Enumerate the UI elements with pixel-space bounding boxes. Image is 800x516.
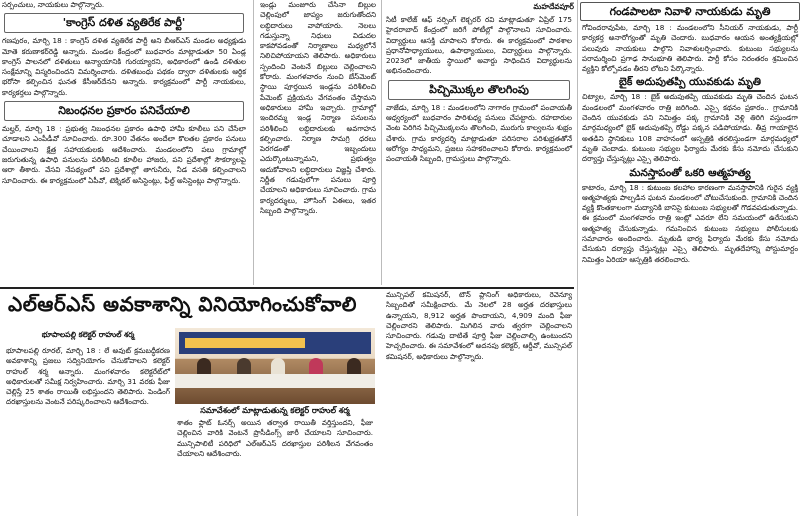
main-byline-text: భూపాలపల్లి కలెక్టర్ రాహుల్ శర్మ [41, 330, 135, 339]
col1-body-1: గణపురం, మార్చి 18 : కాంగ్రెస్ దళిత వ్యతిరేక పార్టీ అని బీఆర్ఎస్ మండల అధ్యక్షుడు మోతె కరుణాకర్‌రెడ్డి అన్నారు. మండల కేంద్రంలో బుధవారం మాట్లాడుతూ 50 ఏండ్ల కాంగ్రెస్ పాలనలో దళితులు అన్యాయానికి గురయ్యారని, అధికారంలో ఉండి దళితుల సంక్షేమాన్ని విస్మరించిందని విమర్శించారు. దళితబంధు పథకం ద్వారా దళితులకు ఆర్థిక భరోసా కల్పించిన ఘనత కేసీఆర్‌దేనని అన్నారు. కార్యక్రమంలో పార్టీ నాయకులు, కార్యకర్తలు పాల్గొన్నారు. [2, 36, 246, 97]
photo-table [175, 374, 375, 388]
column-4 [580, 0, 800, 516]
column-3 [384, 0, 574, 285]
column-divider [577, 0, 578, 516]
col3-body-2: వాజేడు, మార్చి 18 : మండలంలోని నాగారం గ్రామంలో పంచాయతీ ఆధ్వర్యంలో బుధవారం పారిశుధ్య పనులు చేపట్టారు. రహదారుల వెంట పెరిగిన పిచ్చిమొక్కలను తొలగించి, మురుగు కాల్వలను శుభ్రం చేశారు. గ్రామ కార్యదర్శి మాట్లాడుతూ పరిసరాల పరిశుభ్రతతోనే ఆరోగ్యం సాధ్యమని, ప్రజలు సహకరించాలని కోరారు. కార్యక్రమంలో పంచాయతీ సిబ్బంది, గ్రామస్తులు పాల్గొన్నారు. [386, 102, 572, 164]
col4-top-headline: గండపాలటా నివాళి నాయకుడు మృతి [580, 2, 800, 21]
column-2 [258, 0, 378, 285]
col4-headline-3-text: మనస్తాపంతో ఒకరి ఆత్మహత్య [625, 165, 754, 183]
column-divider [381, 0, 382, 285]
column-divider [253, 0, 254, 285]
col2-body: ఇండ్లు మంజూరు చేసినా బిల్లుల చెల్లింపులో జాప్యం జరుగుతోందని లబ్ధిదారులు వాపోయారు. నెలలు గడుస్తున్నా నిధులు విడుదల కాకపోవడంతో నిర్మాణాలు మధ్యలోనే నిలిచిపోయాయని తెలిపారు. అధికారులు స్పందించి వెంటనే బిల్లులు చెల్లించాలని కోరారు. మంగళవారం నుంచి బేస్‌మెంట్ స్థాయి పూర్తయిన ఇండ్లను పరిశీలించి పేమెంట్ ప్రక్రియను వేగవంతం చేస్తామని అధికారులు హామీ ఇచ్చారు. గ్రామాల్లో ఇందిరమ్మ ఇండ్ల నిర్మాణ పనులను పరిశీలించి లబ్ధిదారులకు అవగాహన కల్పించారు. నిర్మాణ సామగ్రి ధరలు పెరగడంతో ఇబ్బందులు ఎదుర్కొంటున్నామని, ప్రభుత్వం ఆదుకోవాలని లబ్ధిదారులు విజ్ఞప్తి చేశారు. నిర్ణీత గడువులోగా పనులు పూర్తి చేయాలని అధికారులు సూచించారు. గ్రామ కార్యదర్శులు, హౌసింగ్ ఏఈలు, ఇతర సిబ్బంది పాల్గొన్నారు. [260, 0, 376, 215]
col1-top-text: సర్పంచులు, నాయకులు పాల్గొన్నారు. [2, 0, 105, 9]
col3-body-1: సిటీ కాలేజ్ ఆఫ్ నర్సింగ్ లెక్చరర్ రవి మాట్లాడుతూ ఏప్రిల్ 175 హైదరాబాద్ కేంద్రంలో జరిగే పోటీల్లో పాల్గొనాలని సూచించారు. విద్యార్థులు ఆసక్తి చూపాలని కోరారు. ఈ కార్యక్రమంలో పాఠశాల ప్రధానోపాధ్యాయులు, ఉపాధ్యాయులు, విద్యార్థులు పాల్గొన్నారు. 2023లో జాతీయ స్థాయిలో అవార్డు సాధించిన విద్యార్థులను అభినందించారు. [386, 15, 572, 76]
column-1 [0, 0, 248, 285]
main-byline [4, 328, 172, 343]
main-body-3 [384, 290, 574, 362]
col1-body-2: మల్హర్, మార్చి 18 : ప్రభుత్వ నిబంధనల ప్రకారం ఉపాధి హామీ కూలీలు పని చేసేలా చూడాలని ఎంపీడీవో సూచించారు. రూ.300 వేతనం అందేలా కొలతల ప్రకారం పనులు చేయించాలని క్షేత్ర సహాయకులకు ఆదేశించారు. మండలంలోని పలు గ్రామాల్లో జరుగుతున్న ఉపాధి పనులను పరిశీలించి కూలీల హాజరు, పని ప్రదేశాల్లో సౌకర్యాలపై ఆరా తీశారు. వేసవి నేపథ్యంలో పని ప్రదేశాల్లో తాగునీరు, నీడ వసతి కల్పించాలని సూచించారు. ఈ కార్యక్రమంలో ఏపీవో, టెక్నికల్ అసిస్టెంట్లు, ఫీల్డ్ అసిస్టెంట్లు పాల్గొన్నారు. [2, 124, 246, 185]
meeting-photo [175, 328, 375, 404]
col4-headline-2-text: బైక్ అదుపుతప్పి యువకుడు మృతి [615, 74, 765, 92]
main-body-1 [4, 346, 172, 408]
col3-headline: పిచ్చిమొక్కల తొలగింపు [388, 80, 570, 100]
col4-body-2: చిట్యాల, మార్చి 18 : బైక్ అదుపుతప్పి యువకుడు మృతి చెందిన ఘటన మండలంలో మంగళవారం రాత్రి జరిగింది. ఎస్సై కథనం ప్రకారం.. గ్రామానికి చెందిన యువకుడు పని నిమిత్తం పక్క గ్రామానికి వెళ్లి తిరిగి వస్తుండగా మార్గమధ్యంలో బైక్ అదుపుతప్పి రోడ్డు పక్కన పడిపోయాడు. తీవ్ర గాయాలైన అతడిని స్థానికులు 108 వాహనంలో ఆస్పత్రికి తరలిస్తుండగా మార్గమధ్యలో మృతి చెందాడు. కుటుంబ సభ్యుల ఫిర్యాదు మేరకు కేసు నమోదు చేసుకుని దర్యాప్తు చేస్తున్నట్లు ఎస్సై తెలిపారు. [582, 92, 798, 164]
photo-banner [179, 332, 371, 354]
main-body-2 [175, 418, 375, 459]
col4-headline-3 [580, 165, 800, 183]
col1-headline-1: 'కాంగ్రెస్ దళిత వ్యతిరేక పార్టీ' [4, 13, 244, 33]
section-divider [0, 287, 574, 289]
main-body-2-text: శాతం ఫ్లాట్ ఓనర్స్ అయిన తర్వాత రాయితీ వర్తిస్తుందని, ఫీజు చెల్లించిన వారికి వెంటనే ప్రొసీడింగ్స్ జారీ చేయాలని సూచించారు. మున్సిపాలిటీ పరిధిలో ఎల్ఆర్ఎస్ దరఖాస్తుల పరిశీలన వేగవంతం చేయాలని ఆదేశించారు. [177, 418, 373, 458]
main-body-3-text: మున్సిపల్ కమిషనర్, టౌన్ ప్లానింగ్ అధికారులు, రెవెన్యూ సిబ్బందితో సమీక్షించారు. మే నెలలో 28 అర్హత దరఖాస్తులు ఉన్నాయని, 8,912 అర్హత పొందాయని, 4,909 మంది ఫీజు చెల్లించారని తెలిపారు. మిగిలిన వారు త్వరగా చెల్లించాలని సూచించారు. గడువు దాటితే పూర్తి ఫీజు చెల్లించాల్సి ఉంటుందని హెచ్చరించారు. ఈ సమావేశంలో అదనపు కలెక్టర్, ఆర్డీవో, మున్సిపల్ కమిషనర్, అధికారులు పాల్గొన్నారు. [386, 290, 572, 361]
col4-body-3: కాటారం, మార్చి 18 : కుటుంబ కలహాల కారణంగా మనస్తాపానికి గురైన వ్యక్తి ఆత్మహత్యకు పాల్పడిన ఘటన మండలంలో చోటుచేసుకుంది. గ్రామానికి చెందిన వ్యక్తి కొంతకాలంగా మద్యానికి బానిసై కుటుంబ సభ్యులతో గొడవపడుతున్నాడు. ఈ క్రమంలో మంగళవారం రాత్రి ఇంట్లో ఎవరూ లేని సమయంలో ఉరేసుకుని ఆత్మహత్య చేసుకున్నాడు. గమనించిన కుటుంబ సభ్యులు పోలీసులకు సమాచారం అందించారు. మృతుడి భార్య ఫిర్యాదు మేరకు కేసు నమోదు చేసుకుని దర్యాప్తు చేస్తున్నట్లు ఎస్సై తెలిపారు. మృతదేహాన్ని పోస్టుమార్టం నిమిత్తం ఏరియా ఆస్పత్రికి తరలించారు. [582, 182, 798, 264]
main-headline: ఎల్ఆర్ఎస్ అవకాశాన్ని వినియోగించుకోవాలి [8, 292, 357, 316]
col4-headline-2 [580, 74, 800, 92]
col1-headline-2: నిబంధనల ప్రకారం పనిచేయాలి [4, 101, 244, 121]
photo-caption: సమావేశంలో మాట్లాడుతున్న కలెక్టర్ రాహుల్ శర్మ [200, 406, 350, 415]
col3-dateline: మహదేవపూర్ [533, 2, 574, 11]
col4-body-1: గోవిందరావుపేట, మార్చి 18 : మండలంలోని సీనియర్ నాయకుడు, పార్టీ కార్యకర్త అనారోగ్యంతో మృతి చెందారు. బుధవారం ఆయన అంత్యక్రియల్లో పలువురు నాయకులు పాల్గొని నివాళులర్పించారు. కుటుంబ సభ్యులను పరామర్శించి ప్రగాఢ సానుభూతి తెలిపారు. పార్టీ కోసం నిరంతరం శ్రమించిన వ్యక్తిని కోల్పోవడం తీరని లోటని పేర్కొన్నారు. [582, 23, 798, 74]
main-body-1-text: భూపాలపల్లి రూరల్, మార్చి 18 : లే అవుట్ క్రమబద్ధీకరణ అవకాశాన్ని ప్రజలు సద్వినియోగం చేసుకోవాలని కలెక్టర్ రాహుల్ శర్మ అన్నారు. మంగళవారం కలెక్టరేట్‌లో అధికారులతో సమీక్ష నిర్వహించారు. మార్చి 31 వరకు ఫీజు చెల్లిస్తే 25 శాతం రాయితీ లభిస్తుందని తెలిపారు. పెండింగ్ దరఖాస్తులను వెంటనే పరిష్కరించాలని ఆదేశించారు. [6, 346, 170, 407]
